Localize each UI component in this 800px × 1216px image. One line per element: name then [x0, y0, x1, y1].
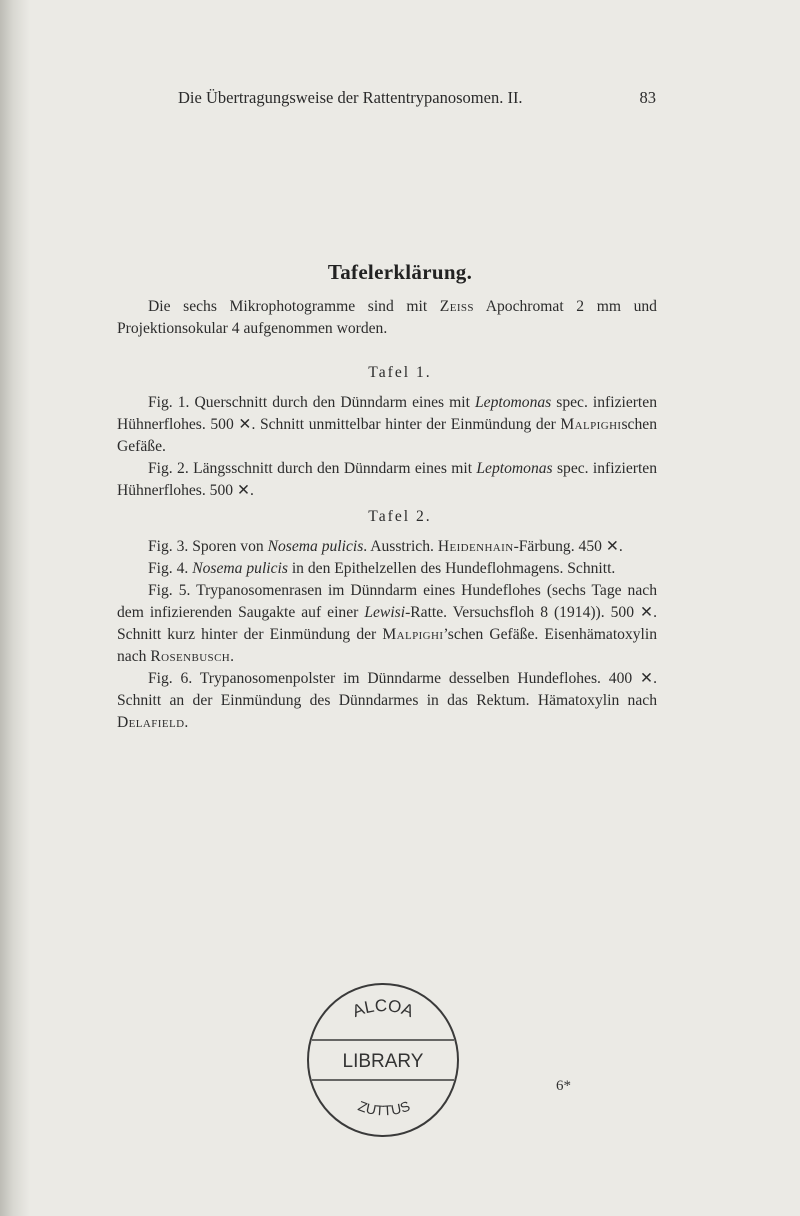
- tafel-2-heading: Tafel 2.: [368, 508, 432, 525]
- intro-paragraph: [117, 296, 657, 340]
- name-zeiss: Zeiss: [439, 298, 474, 315]
- species-name: Nosema pulicis: [267, 538, 364, 555]
- stamp-top-arc: [308, 984, 458, 1060]
- fig-2-legend: [117, 458, 657, 502]
- fig-5-text-b: -Ratte. Versuchsfloh 8 (1914)). 500 ✕. Schnitt kurz hinter der Einmündung der: [117, 604, 657, 643]
- fig-1-text-b: spec. infizierten Hühnerflohes. 500 ✕. Schnitt unmittelbar hinter der Einmündung der: [117, 394, 657, 433]
- signature-mark: 6*: [556, 1078, 571, 1094]
- fig-3-text-a: Fig. 3. Sporen von: [148, 538, 268, 555]
- stamp-bottom-text: ZUTTUS: [355, 1097, 413, 1119]
- intro-text-2: Apochromat 2 mm und Projektionsokular 4 aufgenommen worden.: [117, 298, 657, 337]
- species-name: Lewisi: [364, 604, 406, 621]
- species-name: Leptomonas: [476, 460, 553, 477]
- fig-6-legend: [117, 668, 657, 734]
- fig-5-text-d: .: [230, 648, 235, 665]
- name-malpighi: Malpighi: [382, 626, 444, 643]
- intro-text-1: Die sechs Mikrophotogramme sind mit: [148, 298, 440, 315]
- fig-6-text-a: Fig. 6. Trypanosomenpolster im Dünndarme desselben Hundeflohes. 400 ✕. Schnitt an der Einmündung des Dünndarmes in das Rektum. Hämatoxylin nach: [117, 670, 657, 709]
- species-name: Nosema pulicis: [192, 560, 288, 577]
- fig-5-text-a: Fig. 5. Trypanosomenrasen im Dünndarm eines Hundeflohes (sechs Tage nach dem infizierenden Saugakte auf einer: [117, 582, 657, 621]
- fig-4-legend: [117, 558, 657, 580]
- tafel-2-legends: [117, 536, 657, 734]
- fig-4-text-a: Fig. 4.: [148, 560, 193, 577]
- stamp-middle-text: LIBRARY: [342, 1051, 424, 1072]
- fig-2-text-a: Fig. 2. Längsschnitt durch den Dünndarm eines mit: [148, 460, 477, 477]
- tafel-1-heading: Tafel 1.: [368, 364, 432, 381]
- running-title: Die Übertragungsweise der Rattentrypanosomen. II.: [178, 88, 523, 107]
- name-malpighi: Malpighi: [560, 416, 622, 433]
- name-delafield: Delafield: [117, 714, 185, 731]
- library-stamp: [302, 980, 464, 1140]
- section-title: Tafelerklärung.: [327, 260, 473, 284]
- stamp-top-text: ALCOA: [349, 995, 417, 1022]
- fig-4-text-b: in den Epithelzellen des Hundeflohmagens. Schnitt.: [287, 560, 616, 577]
- fig-3-legend: [117, 536, 657, 558]
- fig-1-legend: [117, 392, 657, 458]
- tafel-1-legends: [117, 392, 657, 502]
- running-head: [178, 88, 656, 108]
- fig-3-text-c: -Färbung. 450 ✕.: [513, 538, 623, 555]
- name-rosenbusch: Rosenbusch: [150, 648, 231, 665]
- name-heidenhain: Heidenhain: [437, 538, 514, 555]
- fig-6-text-b: .: [184, 714, 189, 731]
- species-name: Leptomonas: [474, 394, 552, 411]
- page-number: 83: [639, 88, 656, 107]
- fig-5-text-c: ’schen Gefäße. Eisenhämatoxylin nach: [117, 626, 658, 665]
- fig-1-text-c: schen Gefäße.: [117, 416, 657, 455]
- fig-1-text-a: Fig. 1. Querschnitt durch den Dünndarm eines mit: [148, 394, 475, 411]
- fig-5-legend: [117, 580, 657, 668]
- fig-3-text-b: . Ausstrich.: [363, 538, 438, 555]
- fig-2-text-b: spec. infizierten Hühnerflohes. 500 ✕.: [117, 460, 657, 499]
